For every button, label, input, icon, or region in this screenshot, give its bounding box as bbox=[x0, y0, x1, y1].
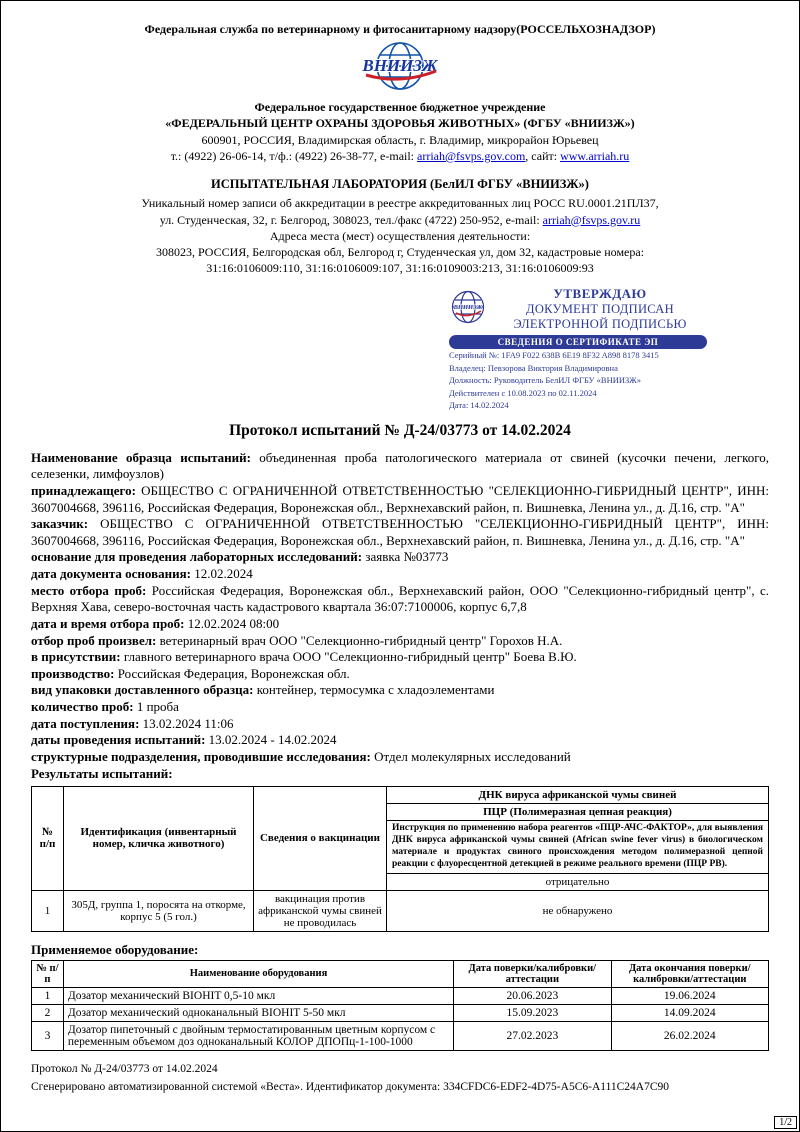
field-row bbox=[31, 682, 769, 699]
field-value: объединенная проба патологического материала от свиней (кусочки печени, легкого, селезенки, лимфоузлов) bbox=[31, 449, 769, 482]
stamp-validity: Действителен с 10.08.2023 по 02.11.2024 bbox=[449, 387, 597, 398]
cadastral-numbers: 31:16:0106009:110, 31:16:0106009:107, 31:16:0109003:213, 31:16:0106009:93 bbox=[206, 261, 594, 276]
document-footer bbox=[31, 1061, 769, 1097]
globe-logo-icon bbox=[342, 40, 458, 92]
results-test-instruction: Инструкция по применению набора реагентов «ПЦР-АЧС-ФАКТОР», для выявления ДНК вируса африканской чумы свиней (African swine fever virus) в биологическом материале и продуктах свиного происхождения методом полимеразной цепной реакции с флуоресцентной детекцией в режиме реального времени (ПЦР РВ). bbox=[387, 821, 769, 874]
field-label: в присутствии: bbox=[31, 649, 121, 665]
equip-date-end: 19.06.2024 bbox=[611, 987, 768, 1004]
field-value: главного ветеринарного врача ООО "Селекционно-гибридный центр" Боева В.Ю. bbox=[123, 649, 577, 665]
field-row bbox=[31, 616, 769, 633]
table-row bbox=[32, 987, 769, 1004]
vniizh-logo bbox=[31, 40, 769, 97]
results-test-name: ДНК вируса африканской чумы свиней bbox=[387, 787, 769, 804]
equip-num: 1 bbox=[32, 987, 64, 1004]
field-row bbox=[31, 716, 769, 733]
results-test-method: ПЦР (Полимеразная цепная реакция) bbox=[387, 804, 769, 821]
field-value: Отдел молекулярных исследований bbox=[374, 748, 571, 764]
field-row bbox=[31, 549, 769, 566]
accreditation-line: Уникальный номер записи об аккредитации в реестре аккредитованных лиц РОСС RU.0001.21ПЛ37, bbox=[141, 196, 659, 211]
results-col-num: № п/п bbox=[32, 787, 64, 891]
field-label: дата документа основания: bbox=[31, 566, 191, 582]
agency-header: Федеральная служба по ветеринарному и фитосанитарному надзору(РОССЕЛЬХОЗНАДЗОР) bbox=[144, 22, 656, 36]
field-label: заказчик: bbox=[31, 516, 89, 532]
lab-address-prefix: ул. Студенческая, 32, г. Белгород, 308023, тел./факс (4722) 250-952, e-mail: bbox=[159, 212, 543, 227]
email-link[interactable]: arriah@fsvps.gov.com bbox=[417, 148, 526, 163]
equip-date: 20.06.2023 bbox=[454, 987, 611, 1004]
result-identification: 305Д, группа 1, поросята на откорме, корпус 5 (5 гол.) bbox=[64, 890, 254, 931]
field-row bbox=[31, 583, 769, 616]
org-contacts bbox=[31, 148, 769, 164]
results-col-id: Идентификация (инвентарный номер, кличка животного) bbox=[64, 787, 254, 891]
lab-email-link[interactable]: arriah@fsvps.gov.ru bbox=[542, 212, 641, 227]
stamp-signed-line1: ДОКУМЕНТ ПОДПИСАН bbox=[526, 302, 674, 317]
field-label: даты проведения испытаний: bbox=[31, 732, 206, 748]
stamp-signed-line2: ЭЛЕКТРОННОЙ ПОДПИСЬЮ bbox=[513, 317, 687, 332]
stamp-globe-icon bbox=[449, 288, 487, 331]
result-vaccination: вакцинация против африканской чумы свиней не проводилась bbox=[254, 890, 387, 931]
svg-text:ВНИИЗЖ: ВНИИЗЖ bbox=[453, 303, 483, 311]
equip-col-date-end: Дата окончания поверки/калибровки/аттестации bbox=[611, 960, 768, 987]
table-row bbox=[32, 1004, 769, 1021]
field-label: основание для проведения лабораторных исследований: bbox=[31, 549, 363, 565]
field-label: Результаты испытаний: bbox=[31, 765, 173, 781]
field-row bbox=[31, 699, 769, 716]
field-value: ОБЩЕСТВО С ОГРАНИЧЕННОЙ ОТВЕТСТВЕННОСТЬЮ "СЕЛЕКЦИОННО-ГИБРИДНЫЙ ЦЕНТР", ИНН: 3607004668, 396116, Российская Федерация, Воронежская обл., Верхнехавский район, п. Вишневка, Ленина ул., д. Д.16, стр. "А" bbox=[31, 516, 770, 548]
page-number: 1/2 bbox=[774, 1116, 797, 1129]
result-value: не обнаружено bbox=[387, 890, 769, 931]
equipment-header-row bbox=[32, 960, 769, 987]
field-row bbox=[31, 450, 769, 483]
stamp-serial: Серийный №: 1FA9 F022 638B 6E19 8F32 A898 8178 3415 bbox=[449, 350, 659, 361]
field-row bbox=[31, 732, 769, 749]
footer-protocol-number: Протокол № Д-24/03773 от 14.02.2024 bbox=[31, 1062, 218, 1075]
field-row bbox=[31, 749, 769, 766]
result-num: 1 bbox=[32, 890, 64, 931]
field-value: 12.02.2024 08:00 bbox=[187, 615, 280, 631]
stamp-owner: Владелец: Певзорова Виктория Владимировна bbox=[449, 362, 618, 373]
results-test-norm: отрицательно bbox=[387, 873, 769, 890]
field-row bbox=[31, 633, 769, 650]
field-row bbox=[31, 666, 769, 683]
site-label: , сайт: bbox=[525, 148, 561, 163]
field-value: 1 проба bbox=[136, 699, 179, 715]
field-value: 13.02.2024 11:06 bbox=[142, 715, 234, 731]
equip-col-date: Дата поверки/калибровки/аттестации bbox=[454, 960, 611, 987]
equip-date-end: 26.02.2024 bbox=[611, 1021, 768, 1050]
stamp-position: Должность: Руководитель БелИЛ ФГБУ «ВНИИЗЖ» bbox=[449, 375, 642, 386]
equip-name: Дозатор пипеточный с двойным термостатированным цветным корпусом с переменным объемом доз одноканальный КОЛОР ДПОПц-1-100-1000 bbox=[63, 1021, 453, 1050]
field-value: 12.02.2024 bbox=[194, 566, 253, 582]
table-row bbox=[32, 1021, 769, 1050]
results-header-row bbox=[32, 787, 769, 804]
document-title: Протокол испытаний № Д-24/03773 от 14.02.2024 bbox=[229, 421, 571, 439]
results-table bbox=[31, 786, 769, 932]
equip-num: 2 bbox=[32, 1004, 64, 1021]
esign-stamp bbox=[449, 286, 707, 411]
protocol-fields bbox=[31, 450, 769, 783]
field-value: Российская Федерация, Воронежская обл. bbox=[117, 665, 350, 681]
equipment-table bbox=[31, 960, 769, 1051]
field-row bbox=[31, 566, 769, 583]
field-label: дата и время отбора проб: bbox=[31, 615, 185, 631]
field-row bbox=[31, 766, 769, 783]
org-type: Федеральное государственное бюджетное учреждение bbox=[254, 100, 546, 115]
field-label: дата поступления: bbox=[31, 715, 140, 731]
org-address: 600901, РОССИЯ, Владимирская область, г. Владимир, микрорайон Юрьевец bbox=[201, 132, 599, 147]
field-value: контейнер, термосумка с хладоэлементами bbox=[256, 682, 495, 698]
field-label: количество проб: bbox=[31, 699, 134, 715]
lab-title: ИСПЫТАТЕЛЬНАЯ ЛАБОРАТОРИЯ (БелИЛ ФГБУ «ВНИИЗЖ») bbox=[211, 176, 589, 191]
field-row bbox=[31, 516, 769, 549]
activity-address: 308023, РОССИЯ, Белгородская обл, Белгород г, Студенческая ул, дом 32, кадастровые номера: bbox=[155, 245, 645, 259]
stamp-cert-bar: СВЕДЕНИЯ О СЕРТИФИКАТЕ ЭП bbox=[449, 335, 707, 349]
field-label: структурные подразделения, проводившие исследования: bbox=[31, 748, 371, 764]
activity-title: Адреса места (мест) осуществления деятельности: bbox=[269, 228, 531, 243]
field-row bbox=[31, 483, 769, 516]
equip-name: Дозатор механический одноканальный BIOHIT 5-50 мкл bbox=[63, 1004, 453, 1021]
field-label: Наименование образца испытаний: bbox=[31, 449, 251, 465]
stamp-date: Дата: 14.02.2024 bbox=[449, 400, 509, 411]
field-label: отбор проб произвел: bbox=[31, 632, 157, 648]
org-name: «ФЕДЕРАЛЬНЫЙ ЦЕНТР ОХРАНЫ ЗДОРОВЬЯ ЖИВОТНЫХ» (ФГБУ «ВНИИЗЖ») bbox=[165, 116, 635, 131]
field-label: место отбора проб: bbox=[31, 582, 147, 598]
field-label: вид упаковки доставленного образца: bbox=[31, 682, 254, 698]
lab-address-line bbox=[31, 212, 769, 228]
equipment-title: Применяемое оборудование: bbox=[31, 941, 199, 957]
field-value: Российская Федерация, Воронежская обл., Верхнехавский район, ООО "Селекционно-гибридный центр", с. Верхняя Хава, северо-восточная часть кадастрового квартала 36:07:7100006, корпус 6,7,8 bbox=[31, 582, 770, 615]
field-row bbox=[31, 649, 769, 666]
equip-date: 15.09.2023 bbox=[454, 1004, 611, 1021]
contacts-prefix: т.: (4922) 26-06-14, т/ф.: (4922) 26-38-77, e-mail: bbox=[170, 148, 418, 163]
equip-col-name: Наименование оборудования bbox=[63, 960, 453, 987]
field-value: 13.02.2024 - 14.02.2024 bbox=[208, 732, 337, 748]
stamp-approve: УТВЕРЖДАЮ bbox=[553, 286, 647, 302]
equip-col-num: № п/п bbox=[32, 960, 64, 987]
equip-name: Дозатор механический BIOHIT 0,5-10 мкл bbox=[63, 987, 453, 1004]
field-label: производство: bbox=[31, 665, 115, 681]
field-value: ветеринарный врач ООО "Селекционно-гибридный центр" Горохов Н.А. bbox=[159, 632, 563, 648]
field-label: принадлежащего: bbox=[31, 482, 136, 498]
svg-text:ВНИИЗЖ: ВНИИЗЖ bbox=[362, 56, 438, 76]
footer-generated-note: Сгенерировано автоматизированной системой «Веста». Идентификатор документа: 334CFDC6-EDF2-4D75-A5C6-A111C24A7C90 bbox=[31, 1080, 670, 1093]
website-link[interactable]: www.arriah.ru bbox=[560, 148, 630, 163]
results-col-vaccination: Сведения о вакцинации bbox=[254, 787, 387, 891]
equip-num: 3 bbox=[32, 1021, 64, 1050]
field-value: ОБЩЕСТВО С ОГРАНИЧЕННОЙ ОТВЕТСТВЕННОСТЬЮ "СЕЛЕКЦИОННО-ГИБРИДНЫЙ ЦЕНТР", ИНН: 3607004668, 396116, Российская Федерация, Воронежская обл., Верхнехавский район, п. Вишневка, Ленина ул., д. Д.16, стр. "А" bbox=[31, 482, 770, 515]
table-row bbox=[32, 890, 769, 931]
equip-date: 27.02.2023 bbox=[454, 1021, 611, 1050]
equip-date-end: 14.09.2024 bbox=[611, 1004, 768, 1021]
field-value: заявка №03773 bbox=[365, 549, 449, 565]
